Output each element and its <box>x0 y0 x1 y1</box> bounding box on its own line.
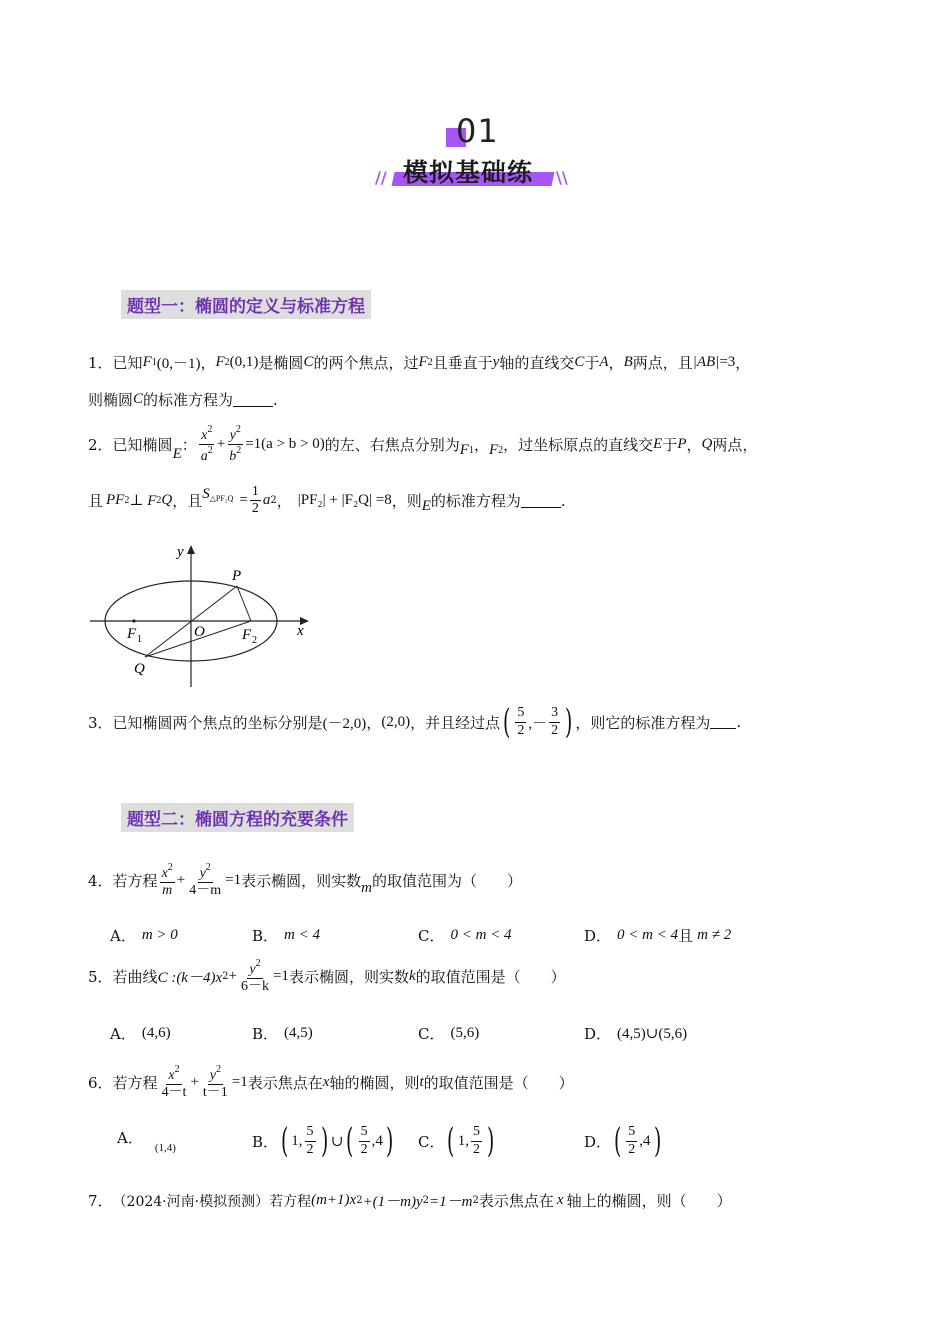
q5-d: 6－k <box>240 979 269 995</box>
q3-frac-2 <box>549 705 560 738</box>
q2-text-2: 的左、右焦点分别为 <box>324 436 460 455</box>
q6-b-n: 5 <box>305 1124 316 1141</box>
q1-text-5: 轴的直线交 <box>499 354 575 372</box>
q2-end: . <box>560 491 566 510</box>
figure-f1-label: F <box>127 626 137 642</box>
q7-text-2: 表示焦点在 <box>478 1192 554 1210</box>
q4-frac-y: $\frac{y^2}{4-m}$ <box>189 862 222 899</box>
q6-d-frac <box>626 1124 637 1157</box>
question-7: 7． （2024·河南·模拟预测）若方程 (m+1)x 2 +(1－m)y 2 =1－m 2 表示焦点在 x 轴上的椭圆，则（ ） <box>88 1192 732 1210</box>
q5-option-b-value: (4,5) <box>284 1025 313 1041</box>
q2-sum: |PF₂| + |F₂Q| =8 <box>297 492 392 509</box>
q2-text-5: ， <box>686 436 702 455</box>
q6-c-a: 1, <box>457 1132 469 1149</box>
q6-option-d[interactable] <box>584 1121 664 1161</box>
q1-answer-blank[interactable] <box>233 393 273 407</box>
q4-option-c-value: 0 < m < 4 <box>450 927 512 943</box>
q1-text-4: 且垂直于 <box>432 354 493 372</box>
q1-f1-sub: 1 <box>151 357 157 368</box>
q6-b-b: ,4 <box>371 1132 383 1149</box>
q7-expr-3: =1－m <box>429 1194 473 1210</box>
q6-option-a[interactable] <box>117 1127 176 1154</box>
q2-condition: =1(a > b > 0) <box>245 436 325 453</box>
q6-option-d-label: D． <box>584 1132 612 1151</box>
q2-s-eq: = <box>239 492 248 509</box>
q2-text-3: ，过坐标原点的直线交 <box>503 436 654 455</box>
q5-plus: + <box>228 968 237 985</box>
q5-option-d-label: D． <box>584 1025 612 1043</box>
figure-f1-point <box>132 619 135 622</box>
q7-expr-2: +(1－m)y <box>362 1194 423 1210</box>
q2-colon: ： <box>181 436 197 455</box>
q2-ad: a <box>200 449 208 465</box>
q5-option-a-value: (4,6) <box>141 1025 171 1041</box>
q3-n1: 5 <box>515 705 526 722</box>
q6-b-paren-r: ) <box>320 1121 328 1161</box>
q6-b-paren-r2: ) <box>385 1121 394 1161</box>
q1-number: 1． <box>88 354 113 372</box>
q4-option-b[interactable] <box>252 925 320 946</box>
q6-b-paren-l2: ( <box>346 1121 354 1161</box>
question-1-line-2 <box>88 389 278 410</box>
question-2 <box>88 424 757 465</box>
q3-d2: 2 <box>551 722 559 738</box>
q4-number: 4． <box>88 872 113 891</box>
q4-yn: y <box>199 866 206 881</box>
q2-f1: F <box>459 442 469 459</box>
q2-answer-blank[interactable] <box>521 494 561 508</box>
q3-end: . <box>736 713 742 731</box>
q1-f2b: F <box>418 354 428 370</box>
q3-frac-1 <box>515 705 526 738</box>
q1-f2: F <box>215 354 225 370</box>
header-title: 模拟基础练 <box>403 158 534 187</box>
q4-option-b-label: B． <box>252 927 279 945</box>
q4-m: m <box>361 880 372 897</box>
q2-l2-text-2: ，且 <box>172 492 203 511</box>
q6-text-4: 的取值范围是（ ） <box>423 1074 574 1093</box>
q4-option-d-extra: 且 <box>678 927 694 945</box>
question-4 <box>88 862 522 899</box>
q3-answer-blank[interactable] <box>710 715 736 729</box>
q5-number: 5． <box>88 968 113 987</box>
q6-c-n: 5 <box>471 1124 482 1141</box>
q5-expr: C :(k－4)x <box>157 970 223 987</box>
q1-c2: C <box>574 354 585 370</box>
q2-text-6: 两点， <box>712 436 758 455</box>
q6-text-3: 轴的椭圆，则 <box>329 1074 420 1093</box>
q3-text-2: ，并且经过点 <box>410 713 501 732</box>
q2-perp-sub2: 2 <box>156 495 162 507</box>
figure-p-label: P <box>232 568 242 584</box>
q2-number: 2． <box>88 436 113 455</box>
q2-p: P <box>677 436 687 453</box>
q1-f1-coord: (0,－1) <box>156 356 201 372</box>
figure-x-label: x <box>297 623 304 639</box>
q4-option-c[interactable] <box>418 925 512 946</box>
q2-l2-text-4: ，则 <box>391 492 422 511</box>
figure-q-label: Q <box>134 661 145 677</box>
header-number: 01 <box>456 112 499 150</box>
q2-f1-sub: 1 <box>468 445 474 457</box>
q2-fraction-x: $\frac{x^2}{a^2}$ <box>200 424 213 465</box>
q6-b-frac-2 <box>359 1124 370 1157</box>
q1-f1: F <box>142 354 152 370</box>
q1-text-6: 于 <box>584 354 600 372</box>
q1-text-8: 两点，且 <box>632 354 693 372</box>
q4-option-d[interactable] <box>584 925 731 946</box>
q4-plus: + <box>176 872 186 889</box>
q3-point-1: (－2,0) <box>322 715 367 732</box>
q1-c3: C <box>133 391 144 407</box>
q6-number: 6． <box>88 1074 113 1093</box>
question-5: 5． 若曲线 C :(k－4)x 2 + $\frac{y^2}{6-k}$ =1 表示椭圆，则实数 k 的取值范围是（ ） <box>88 958 566 995</box>
q4-option-a[interactable] <box>110 925 178 946</box>
q6-b-n2: 5 <box>359 1124 370 1141</box>
q6-t: t <box>419 1074 424 1091</box>
q6-b-d2: 2 <box>360 1141 368 1157</box>
q6-b-d: 2 <box>306 1141 314 1157</box>
q7-expr-1: (m+1)x <box>311 1192 357 1208</box>
q1-f2b-sub: 2 <box>427 357 433 368</box>
q6-option-c[interactable] <box>418 1121 497 1161</box>
q2-perp: PF <box>106 492 125 509</box>
q4-text-2: 表示椭圆，则实数 <box>241 872 362 891</box>
q4-d2: 4－m <box>189 883 222 899</box>
q6-d-paren-r: ) <box>653 1121 661 1161</box>
q2-fraction-y: $\frac{y^2}{b^2}$ <box>229 424 242 465</box>
q4-option-b-value: m < 4 <box>284 927 320 943</box>
q2-half-den: 2 <box>251 501 259 517</box>
q5-yn: y <box>249 962 256 977</box>
q3-paren-left: ( <box>503 702 511 742</box>
q6-frac-y: $\frac{y^2}{t-1}$ <box>202 1064 228 1101</box>
figure-y-arrow <box>187 545 195 554</box>
q2-perp-mid: ⊥ F <box>129 493 157 510</box>
q1-text: 已知 <box>112 354 143 372</box>
q6-d-paren-l: ( <box>614 1121 622 1161</box>
q6-b-cup: ∪ <box>330 1133 344 1150</box>
q5-option-c[interactable] <box>418 1023 479 1044</box>
section-heading-1: 题型一：椭圆的定义与标准方程 <box>121 290 371 319</box>
figure-y-label: y <box>177 544 184 560</box>
q1-end: . <box>273 390 278 409</box>
q5-option-c-value: (5,6) <box>450 1025 480 1041</box>
q6-b-paren-l: ( <box>281 1121 289 1161</box>
q4-xn: x <box>161 866 168 881</box>
q5-option-b-label: B． <box>252 1025 279 1043</box>
q3-sep: ， <box>366 713 382 732</box>
q2-perp-sub: 2 <box>124 495 130 507</box>
figure-f1-sub: 1 <box>137 634 142 645</box>
q6-d-n: 5 <box>626 1124 637 1141</box>
q6-c-paren-r: ) <box>486 1121 495 1161</box>
q1-c: C <box>303 354 314 370</box>
q1-f2-coord: (0,1) <box>229 354 259 370</box>
q3-text: 已知椭圆两个焦点的坐标分别是 <box>112 713 323 732</box>
ellipse-figure <box>85 540 315 690</box>
q1-text-3: 的两个焦点，过 <box>313 354 419 372</box>
q3-n2: 3 <box>549 705 560 722</box>
q6-text-2: 表示焦点在 <box>247 1074 323 1093</box>
q2-perp-end: Q <box>161 492 173 509</box>
header-left-deco: // <box>375 168 387 187</box>
q4-text: 若方程 <box>112 872 158 891</box>
q6-d-b: ,4 <box>639 1132 651 1149</box>
q6-b-a: 1, <box>291 1132 303 1149</box>
q6-option-b[interactable] <box>252 1121 396 1161</box>
q2-bd: b <box>229 449 237 465</box>
q2-f2-sub: 2 <box>498 445 504 457</box>
q2-a2: a <box>262 492 271 509</box>
q6-frac-x: $\frac{x^2}{4-t}$ <box>161 1064 187 1101</box>
q7-text-3: 轴上的椭圆，则（ ） <box>566 1192 732 1210</box>
q5-option-d[interactable] <box>584 1023 687 1044</box>
q4-option-d-label: D． <box>584 927 612 945</box>
q5-eq: =1 <box>272 968 289 985</box>
q3-paren-right: ) <box>565 702 573 742</box>
q3-mid: ,－ <box>528 715 548 732</box>
q6-text: 若方程 <box>112 1074 158 1093</box>
q2-half-num: 1 <box>250 484 261 501</box>
q6-yn: y <box>209 1068 216 1083</box>
q2-text-4: 于 <box>662 436 678 455</box>
q1-line2-text: 则椭圆 <box>88 391 134 409</box>
q2-yn: y <box>229 428 236 443</box>
q5-option-a-label: A． <box>110 1025 136 1043</box>
q5-k: k <box>408 968 416 985</box>
q2-s: S <box>202 486 210 503</box>
q2-half <box>250 484 261 517</box>
q6-xn: x <box>168 1068 175 1083</box>
q5-option-a[interactable] <box>110 1023 171 1044</box>
q1-text-2: 是椭圆 <box>258 354 304 372</box>
q6-option-b-label: B． <box>252 1132 279 1151</box>
q5-text: 若曲线 <box>112 968 158 987</box>
question-1 <box>88 352 750 373</box>
q1-b: B <box>623 354 633 370</box>
q1-line2-text-2: 的标准方程为 <box>143 391 234 409</box>
q4-frac-x: $\frac{x^2}{m}$ <box>161 862 173 899</box>
q2-l2-text-3: ， <box>276 492 292 511</box>
q1-eq3: =3 <box>719 354 736 370</box>
q5-option-b[interactable] <box>252 1023 313 1044</box>
q2-text: 已知椭圆 <box>112 436 173 455</box>
q4-eq: =1 <box>225 872 242 889</box>
q3-text-3: ，则它的标准方程为 <box>575 713 711 732</box>
q6-c-frac <box>471 1124 482 1157</box>
q2-e3: E <box>421 498 431 515</box>
figure-f2-label: F <box>242 627 252 643</box>
header-right-deco: \\ <box>556 168 568 187</box>
q4-option-c-label: C． <box>418 927 445 945</box>
q3-number: 3． <box>88 713 113 732</box>
figure-o-label: O <box>194 624 205 640</box>
q6-c-paren-l: ( <box>447 1121 455 1161</box>
q2-e2: E <box>653 436 663 453</box>
q7-x: x <box>556 1192 564 1208</box>
q1-a: A <box>599 354 609 370</box>
q6-plus: + <box>190 1074 199 1091</box>
q4-option-a-value: m > 0 <box>141 927 178 943</box>
q2-f2: F <box>488 442 499 459</box>
q4-option-d-value: 0 < m < 4 <box>617 927 679 943</box>
q7-number: 7． <box>88 1192 113 1210</box>
q2-l2-text-5: 的标准方程为 <box>430 492 521 511</box>
question-6 <box>88 1064 574 1101</box>
q2-plus: + <box>216 436 226 453</box>
q3-point-2: (2,0) <box>381 713 411 730</box>
q2-xn: x <box>201 428 208 443</box>
q2-l2-text: 且 <box>88 492 104 511</box>
q4-option-d-extra2: m ≠ 2 <box>697 927 732 943</box>
q6-option-c-label: C． <box>418 1132 445 1151</box>
q1-text-7: ， <box>608 354 624 372</box>
question-3 <box>88 702 742 742</box>
q5-text-2: 表示椭圆，则实数 <box>288 968 409 987</box>
q6-d2: t－1 <box>202 1085 228 1101</box>
section-heading-2: 题型二：椭圆方程的充要条件 <box>121 803 354 832</box>
q6-option-a-value: (1,4) <box>154 1141 176 1154</box>
question-2-line-2: 且 PF 2 ⊥ F 2 Q ，且 S △PF₂Q = $\frac{1}{2}$ a 2 ， |PF₂| + |F₂Q| =8 ，则 E 的标准方程为 . <box>88 484 566 517</box>
q4-md: m <box>162 883 173 899</box>
q6-option-a-label: A． <box>117 1129 143 1147</box>
q1-comma: ， <box>200 354 216 372</box>
q2-q: Q <box>701 436 713 453</box>
q2-s-sub: △PF₂Q <box>209 494 234 504</box>
q6-eq: =1 <box>231 1074 248 1091</box>
q1-y: y <box>492 354 500 370</box>
q6-x: x <box>322 1074 330 1091</box>
q4-text-3: 的取值范围为（ ） <box>371 872 522 891</box>
q6-d-d: 2 <box>628 1141 636 1157</box>
q5-option-c-label: C． <box>418 1025 445 1043</box>
q5-option-d-value: (4,5)∪(5,6) <box>617 1026 688 1042</box>
q6-c-d: 2 <box>473 1141 480 1157</box>
q5-frac-y: $\frac{y^2}{6-k}$ <box>240 958 269 995</box>
q6-d1: 4－t <box>161 1085 187 1101</box>
q2-e: E <box>172 446 182 463</box>
q3-d1: 2 <box>517 722 525 738</box>
q4-option-a-label: A． <box>110 927 136 945</box>
q1-text-9: ， <box>735 354 751 372</box>
q6-b-frac <box>305 1124 316 1157</box>
q1-ab: |AB| <box>692 354 720 370</box>
q1-f2-sub: 2 <box>224 357 230 368</box>
figure-f2-sub: 2 <box>252 635 257 646</box>
q7-text: （2024·河南·模拟预测）若方程 <box>112 1193 312 1210</box>
q5-text-3: 的取值范围是（ ） <box>415 968 566 987</box>
q2-sep: ， <box>473 436 489 455</box>
